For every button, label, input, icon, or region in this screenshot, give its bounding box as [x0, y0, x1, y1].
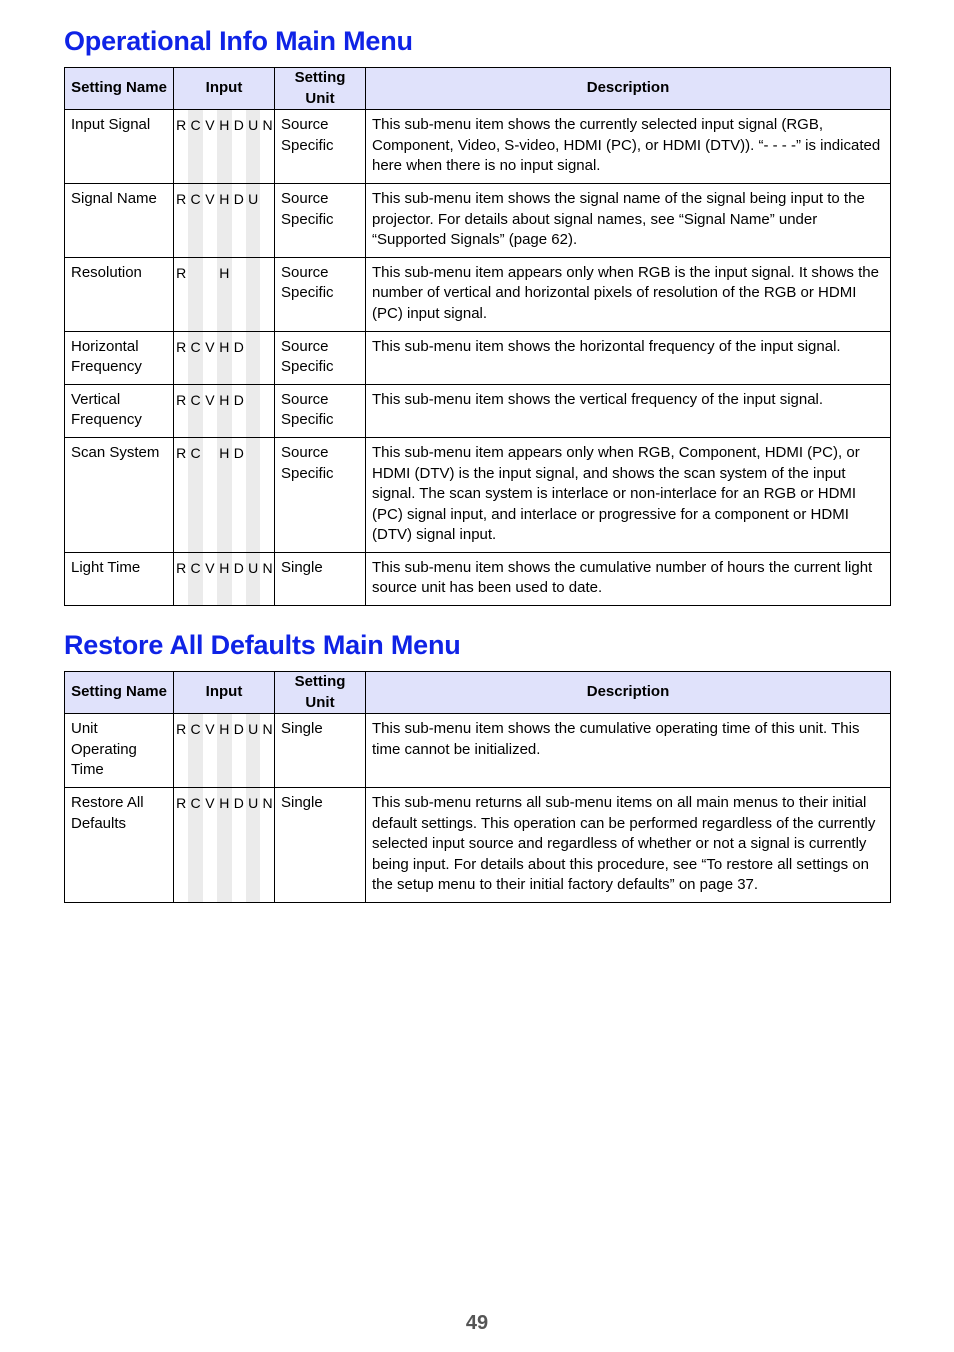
input-type-mark: H: [217, 332, 231, 384]
restore-defaults-rows: [65, 714, 891, 903]
input-type-mark: D: [233, 721, 244, 738]
input-type-mark: U: [246, 788, 260, 902]
input-type-mark: R: [176, 391, 187, 408]
header-input: Input: [174, 672, 275, 714]
input-type-mark: [260, 258, 274, 331]
input-type-mark: D: [233, 794, 244, 811]
input-type-mark: N: [262, 559, 273, 576]
input-type-mark: H: [217, 385, 231, 437]
input-type-mark: R: [176, 338, 187, 355]
input-cell: [174, 257, 275, 331]
input-type-mark: D: [233, 391, 244, 408]
setting-unit-cell: Source Specific: [275, 257, 366, 331]
description-cell: This sub-menu item shows the cumulative operating time of this unit. This time cannot be initialized.: [366, 714, 891, 788]
input-type-mark: U: [246, 714, 260, 787]
input-type-mark: H: [217, 184, 231, 257]
description-cell: This sub-menu returns all sub-menu items on all main menus to their initial default settings. This operation can be performed regardless of the currently selected input source and regardless of whether or not a signal is currently being input. For details about this procedure, see “To restore all settings on the setup menu to their initial factory defaults” on page 37.: [366, 787, 891, 902]
setting-name-cell: Input Signal: [65, 110, 174, 184]
setting-name-cell: Signal Name: [65, 183, 174, 257]
input-type-mark: C: [188, 438, 202, 552]
input-type-mark: V: [205, 794, 215, 811]
input-type-mark: V: [205, 559, 215, 576]
input-type-mark: R: [176, 190, 187, 207]
input-type-mark: D: [233, 559, 244, 576]
input-type-mark: R: [176, 559, 187, 576]
input-type-mark: D: [233, 190, 244, 207]
header-description: Description: [366, 672, 891, 714]
restore-defaults-table: [64, 671, 891, 903]
input-type-mark: [246, 332, 260, 384]
setting-unit-cell: Source Specific: [275, 384, 366, 437]
section-title-operational-info: Operational Info Main Menu: [64, 26, 413, 56]
input-type-mark: D: [233, 338, 244, 355]
header-description: Description: [366, 68, 891, 110]
input-type-mark: N: [262, 794, 273, 811]
input-type-mark: H: [217, 788, 231, 902]
setting-name-cell: Unit Operating Time: [65, 714, 174, 788]
input-type-mark: C: [188, 184, 202, 257]
input-type-mark: V: [205, 190, 215, 207]
input-type-mark: C: [188, 553, 202, 605]
input-type-mark: [246, 438, 260, 552]
input-type-mark: C: [188, 110, 202, 183]
table-row: [65, 110, 891, 184]
setting-unit-cell: Source Specific: [275, 183, 366, 257]
input-type-mark: [246, 258, 260, 331]
input-type-mark: H: [217, 110, 231, 183]
input-type-mark: [246, 385, 260, 437]
setting-name-cell: Vertical Frequency: [65, 384, 174, 437]
input-type-mark: D: [233, 117, 244, 134]
input-type-mark: [203, 438, 217, 552]
description-cell: This sub-menu item shows the signal name of the signal being input to the projector. For details about signal names, see “Signal Name” under “Supported Signals” (page 62).: [366, 183, 891, 257]
input-type-mark: [260, 385, 274, 437]
operational-info-rows: [65, 110, 891, 606]
input-type-mark: U: [246, 553, 260, 605]
input-type-mark: [260, 332, 274, 384]
table-header-row: [65, 672, 891, 714]
table-row: [65, 552, 891, 605]
input-type-mark: [260, 184, 274, 257]
input-type-mark: U: [246, 110, 260, 183]
input-type-mark: C: [188, 385, 202, 437]
setting-unit-cell: Source Specific: [275, 331, 366, 384]
input-type-mark: R: [176, 444, 187, 461]
description-cell: This sub-menu item shows the cumulative number of hours the current light source unit has been used to date.: [366, 552, 891, 605]
table-row: [65, 787, 891, 902]
input-type-mark: D: [233, 444, 244, 461]
input-type-mark: [232, 258, 246, 331]
table-header-row: [65, 68, 891, 110]
description-cell: This sub-menu item appears only when RGB is the input signal. It shows the number of vertical and horizontal pixels of resolution of the RGB or HDMI (PC) input signal.: [366, 257, 891, 331]
setting-name-cell: Restore All Defaults: [65, 787, 174, 902]
setting-unit-cell: Single: [275, 552, 366, 605]
setting-name-cell: Light Time: [65, 552, 174, 605]
input-cell: [174, 714, 275, 788]
input-type-mark: U: [246, 184, 260, 257]
table-row: [65, 331, 891, 384]
header-setting-unit: Setting Unit: [275, 68, 366, 110]
input-type-mark: N: [262, 721, 273, 738]
input-type-mark: H: [217, 553, 231, 605]
table-row: [65, 183, 891, 257]
input-type-mark: H: [217, 714, 231, 787]
input-cell: [174, 331, 275, 384]
description-cell: This sub-menu item shows the currently selected input signal (RGB, Component, Video, S-video, HDMI (PC), or HDMI (DTV)). “- - - -” is indicated here when there is no input signal.: [366, 110, 891, 184]
section-title-restore-all-defaults: Restore All Defaults Main Menu: [64, 630, 461, 660]
table-row: [65, 384, 891, 437]
description-cell: This sub-menu item appears only when RGB, Component, HDMI (PC), or HDMI (DTV) is the input signal, and shows the scan system of the input signal. The scan system is interlace or non-interlace for an RGB or HDMI (PC) signal input, and interlace or progressive for a component or HDMI (DTV) signal input.: [366, 437, 891, 552]
input-cell: [174, 552, 275, 605]
header-input: Input: [174, 68, 275, 110]
table-row: [65, 437, 891, 552]
input-type-mark: V: [205, 391, 215, 408]
setting-unit-cell: Source Specific: [275, 110, 366, 184]
input-type-mark: R: [176, 721, 187, 738]
header-setting-name: Setting Name: [65, 68, 174, 110]
input-cell: [174, 183, 275, 257]
input-type-mark: [188, 258, 202, 331]
input-type-mark: [260, 438, 274, 552]
description-cell: This sub-menu item shows the vertical frequency of the input signal.: [366, 384, 891, 437]
input-cell: [174, 787, 275, 902]
input-type-mark: V: [205, 721, 215, 738]
input-type-mark: R: [176, 117, 187, 134]
setting-name-cell: Horizontal Frequency: [65, 331, 174, 384]
operational-info-table: [64, 67, 891, 606]
setting-unit-cell: Source Specific: [275, 437, 366, 552]
input-cell: [174, 437, 275, 552]
input-type-mark: N: [262, 117, 273, 134]
input-type-mark: C: [188, 332, 202, 384]
input-type-mark: V: [205, 338, 215, 355]
input-cell: [174, 110, 275, 184]
description-cell: This sub-menu item shows the horizontal frequency of the input signal.: [366, 331, 891, 384]
table-row: [65, 257, 891, 331]
input-type-mark: C: [188, 714, 202, 787]
setting-name-cell: Resolution: [65, 257, 174, 331]
header-setting-unit: Setting Unit: [275, 672, 366, 714]
input-type-mark: R: [176, 264, 187, 281]
table-row: [65, 714, 891, 788]
setting-name-cell: Scan System: [65, 437, 174, 552]
input-type-mark: H: [217, 258, 231, 331]
input-type-mark: C: [188, 788, 202, 902]
header-setting-name: Setting Name: [65, 672, 174, 714]
setting-unit-cell: Single: [275, 714, 366, 788]
input-type-mark: V: [205, 117, 215, 134]
input-type-mark: [203, 258, 217, 331]
input-type-mark: H: [217, 438, 231, 552]
input-cell: [174, 384, 275, 437]
page-number: 49: [465, 1312, 489, 1334]
setting-unit-cell: Single: [275, 787, 366, 902]
input-type-mark: R: [176, 794, 187, 811]
